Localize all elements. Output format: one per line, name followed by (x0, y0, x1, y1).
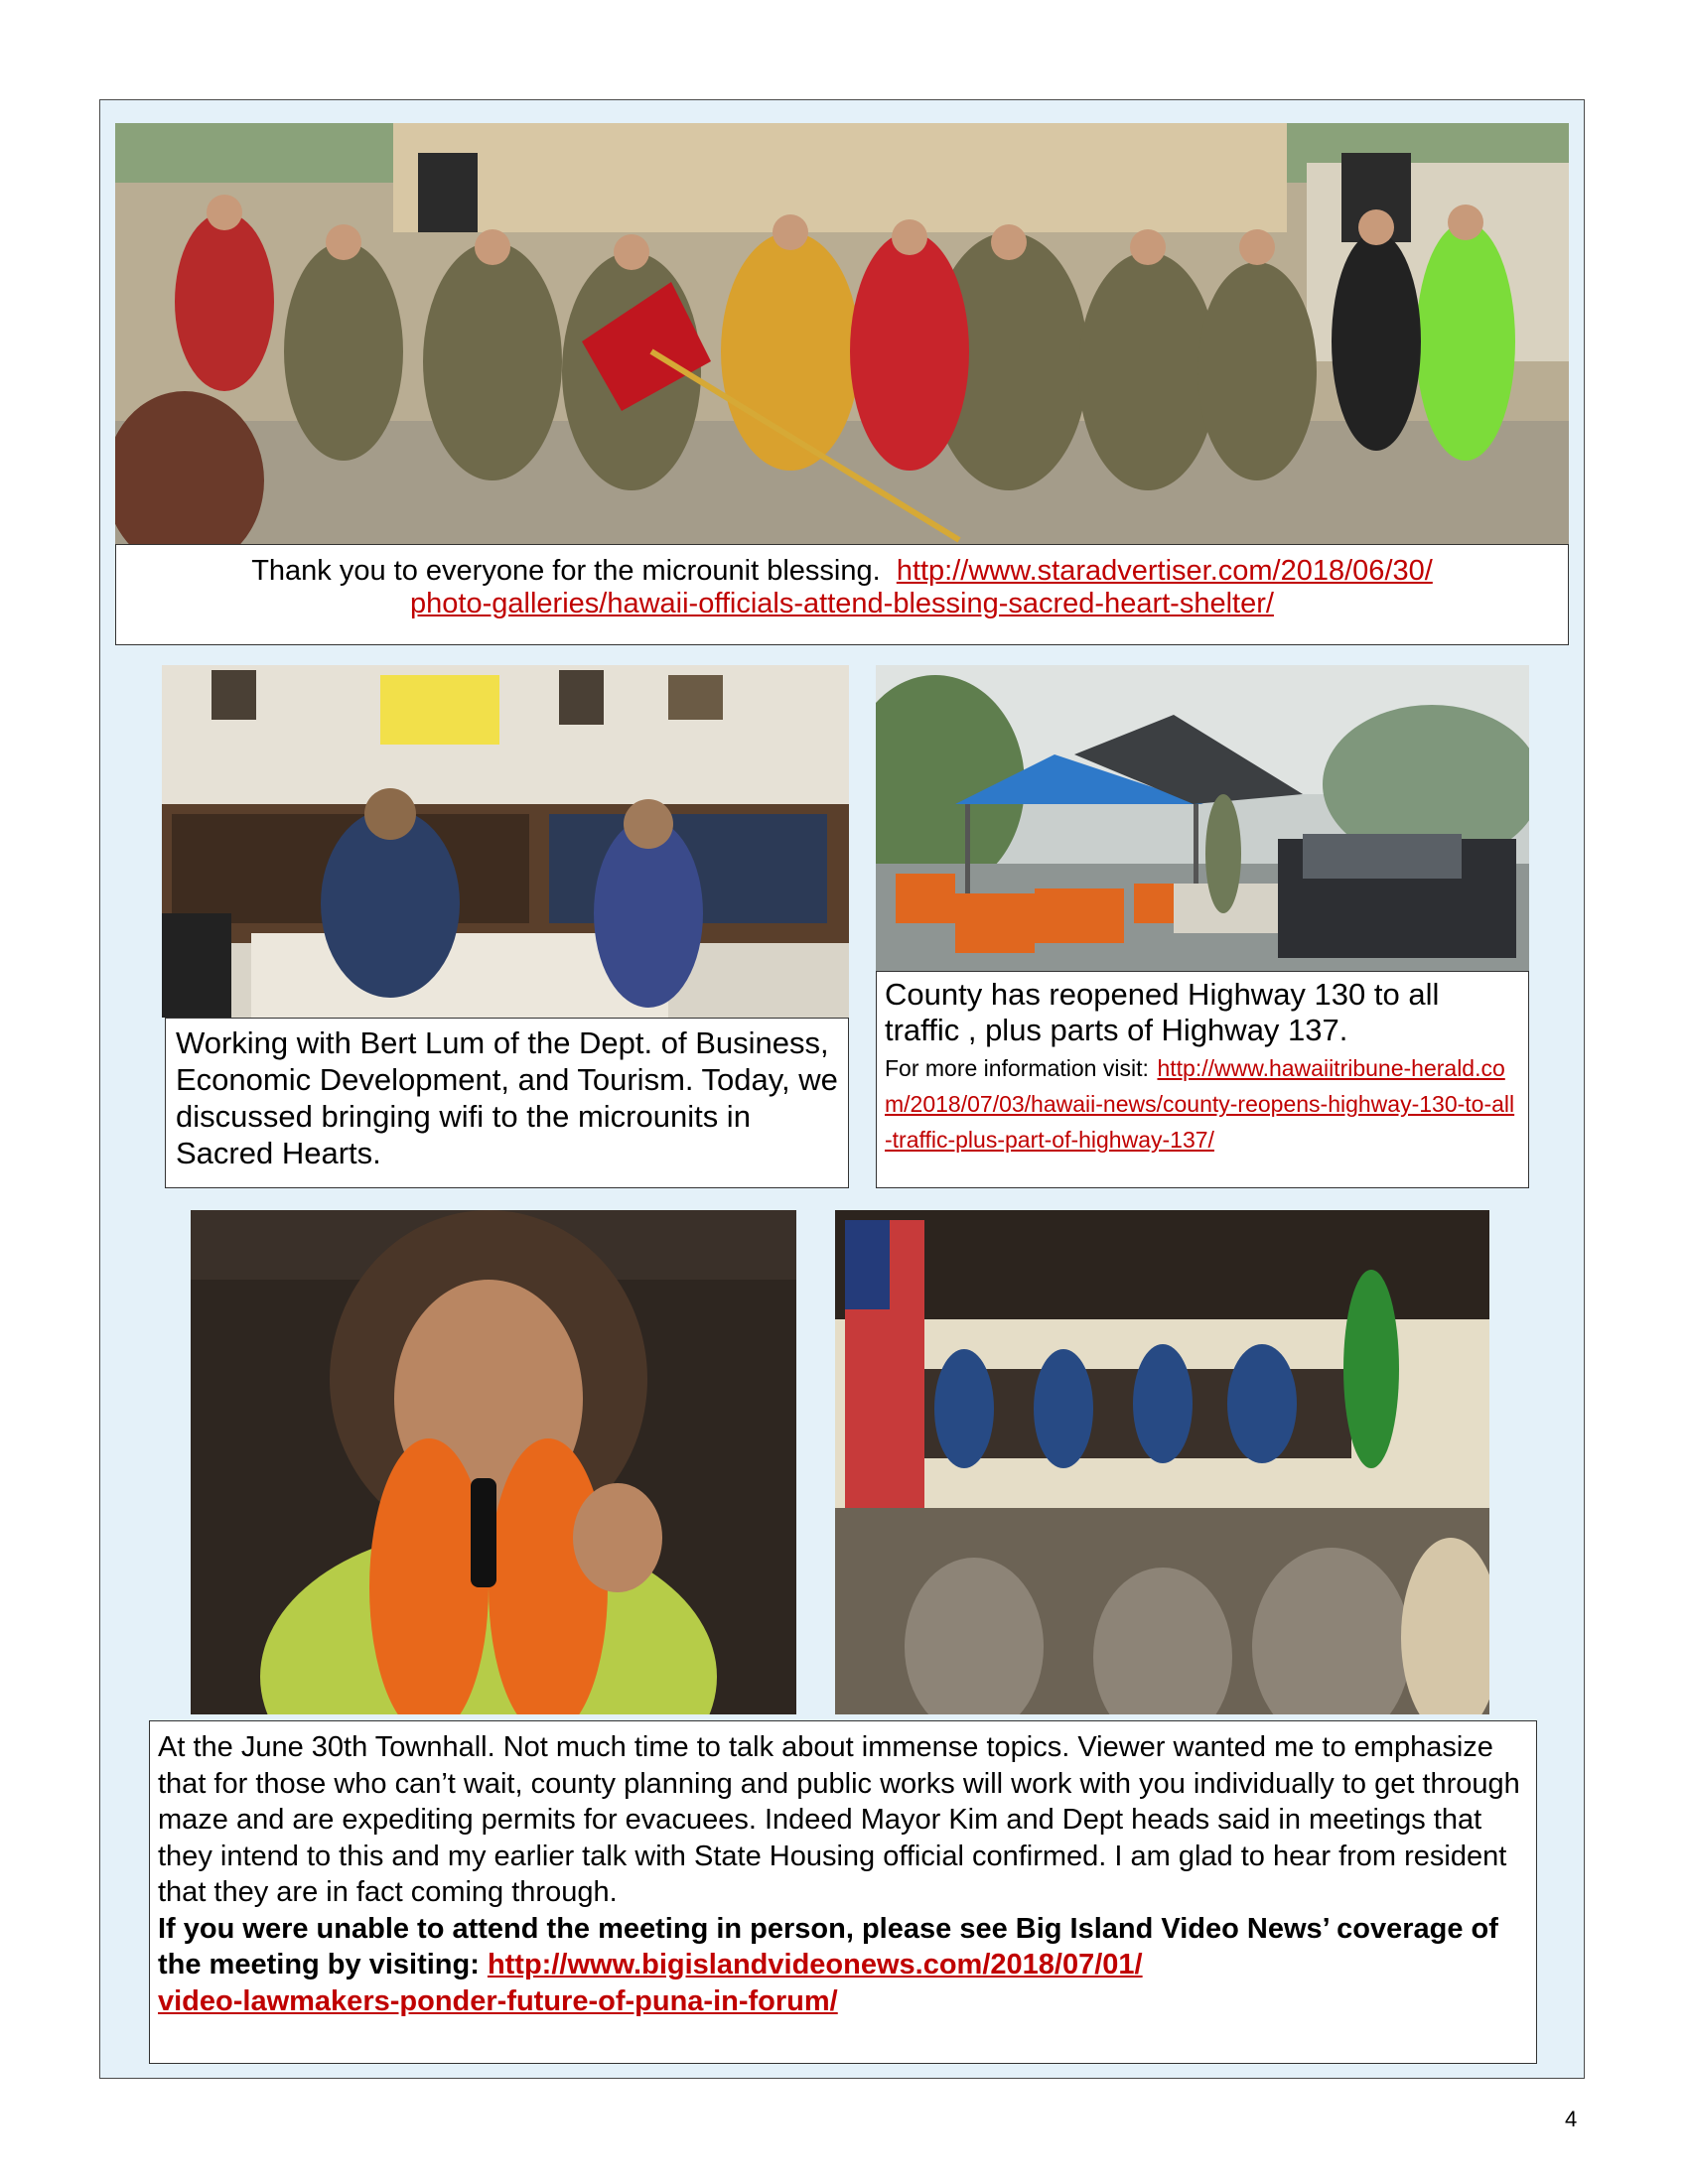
group-photo-image (115, 123, 1569, 544)
bigislandvideonews-link[interactable]: http://www.bigislandvideonews.com/2018/07/01/ (487, 1949, 1143, 1980)
staradvertiser-link[interactable]: http://www.staradvertiser.com/2018/06/30/ (896, 555, 1433, 587)
staradvertiser-link-cont[interactable]: photo-galleries/hawaii-officials-attend-blessing-sacred-heart-shelter/ (410, 588, 1274, 619)
blessing-caption-text: Thank you to everyone for the microunit blessing. (251, 555, 881, 587)
highway-caption-text: County has reopened Highway 130 to all traffic , plus parts of Highway 137. (885, 977, 1440, 1047)
more-info-label: For more information visit: (885, 1055, 1149, 1081)
hawaiitribune-link[interactable]: http://www.hawaiitribune-herald.com/2018/07/03/hawaii-news/county-reopens-highway-130-to-all-traffic-plus-part-of-highway-137/ (885, 1055, 1515, 1153)
blessing-caption (115, 544, 1569, 645)
speaker-photo-image (191, 1210, 796, 1714)
bert-lum-caption (165, 1018, 849, 1188)
bert-lum-caption-text: Working with Bert Lum of the Dept. of Business, Economic Development, and Tourism. Today, we discussed bringing wifi to the microunits in Sacred Hearts. (176, 1025, 838, 1170)
page-number: 4 (1565, 2107, 1578, 2131)
bigislandvideonews-link-cont[interactable]: video-lawmakers-ponder-future-of-puna-in-forum/ (158, 1984, 838, 2017)
highway-caption (876, 971, 1529, 1188)
video-news-note: If you were unable to attend the meeting in person, please see Big Island Video News’ coverage of the meeting by visiting: (158, 1912, 1498, 1980)
townhall-caption-text: At the June 30th Townhall. Not much time to talk about immense topics. Viewer wanted me to emphasize that for those who can’t wait, county planning and public works will work with you individually to get through maze and are expediting permits for evacuees. Indeed Mayor Kim and Dept heads said in meetings that they intend to this and my earlier talk with State Housing official confirmed. I am glad to hear from resident that they are in fact coming through. (158, 1731, 1520, 1908)
townhall-photo-image (835, 1210, 1489, 1714)
checkpoint-photo-image (876, 665, 1529, 971)
office-photo-image (162, 665, 849, 1018)
townhall-caption (149, 1720, 1537, 2064)
